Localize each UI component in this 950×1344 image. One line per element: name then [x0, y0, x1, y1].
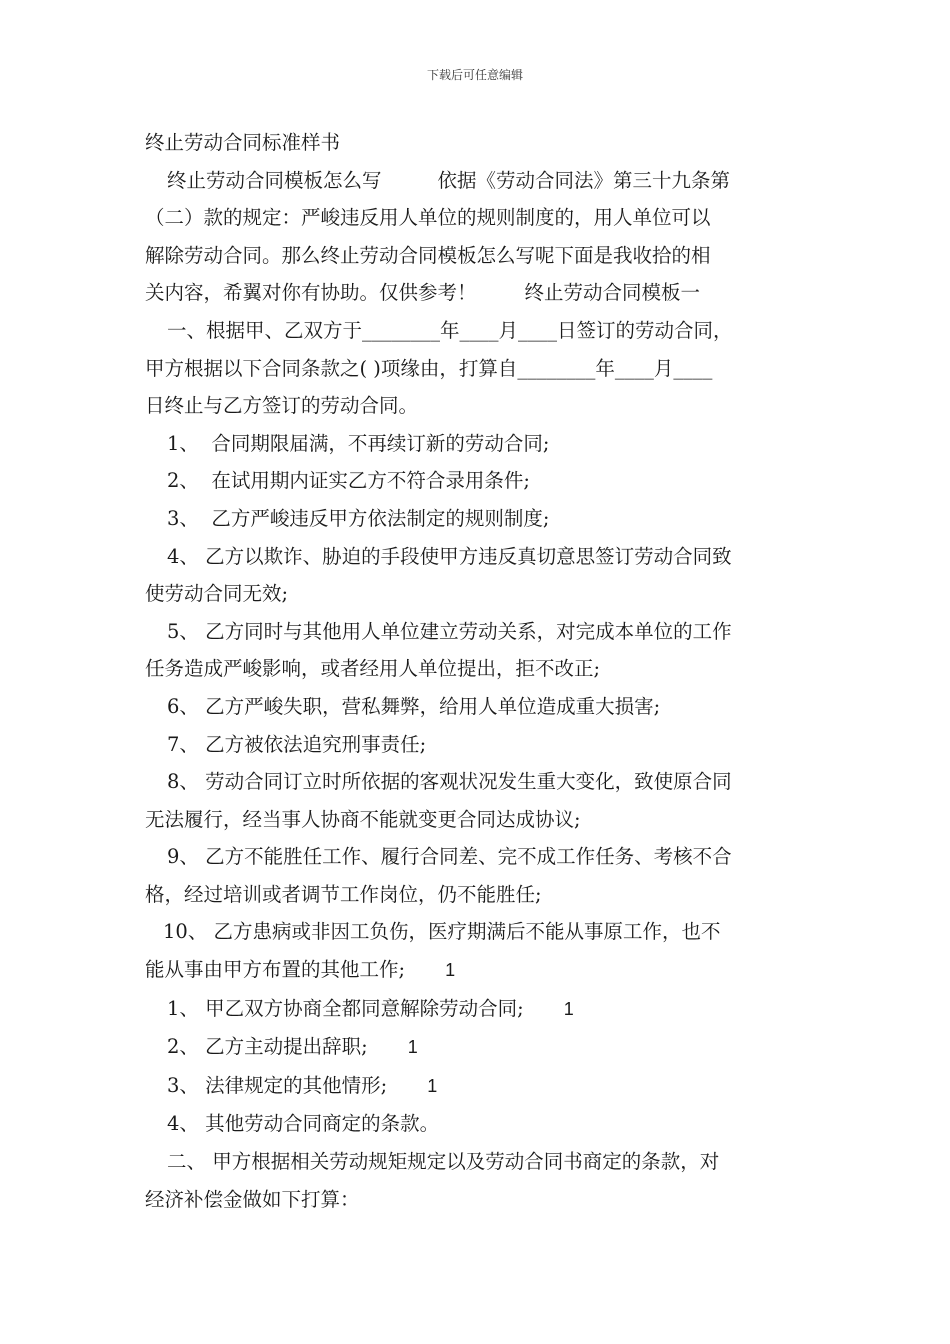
item4-line-2: 使劳动合同无效;	[145, 582, 289, 606]
page-header: 下载后可任意编辑	[426, 68, 523, 82]
item-number: 3、	[167, 506, 199, 530]
item8-line-2: 无法履行，经当事人协商不能就变更合同达成协议;	[145, 807, 581, 831]
document-body	[145, 124, 815, 1218]
sub-item-text: 1、 甲乙双方协商全都同意解除劳动合同;	[167, 996, 524, 1020]
item-text: 在试用期内证实乙方不符合录用条件;	[211, 469, 530, 493]
sub-item-2	[145, 1028, 815, 1067]
doc-title: 终止劳动合同标准样书	[145, 131, 341, 154]
item-number: 1、	[167, 431, 199, 455]
para1-line-3: 日终止与乙方签订的劳动合同。	[145, 394, 419, 418]
item10-line-2	[145, 951, 815, 990]
para1-line-1: 一、根据甲、乙双方于________年____月____日签订的劳动合同，	[167, 318, 733, 342]
sub-item-text: 3、 法律规定的其他情形;	[167, 1073, 388, 1097]
list-item	[145, 500, 815, 538]
footnote-number: 1	[407, 1037, 418, 1058]
sub-item-text: 2、 乙方主动提出辞职;	[167, 1035, 368, 1059]
intro-part-e: 关内容，希翼对你有协助。仅供参考！	[145, 281, 477, 305]
para2-line-1: 二、 甲方根据相关劳动规矩规定以及劳动合同书商定的条款，对	[167, 1150, 720, 1174]
list-item	[145, 425, 815, 463]
list-item	[145, 462, 815, 500]
item9-line-1: 9、 乙方不能胜任工作、履行合同差、完不成工作任务、考核不合	[167, 845, 732, 869]
para2-line-2: 经济补偿金做如下打算：	[145, 1187, 360, 1211]
item-text: 合同期限届满，不再续订新的劳动合同;	[211, 431, 550, 455]
footnote-number: 1	[427, 1075, 438, 1096]
footnote-number: 1	[563, 998, 574, 1019]
intro-part-a: 终止劳动合同模板怎么写	[167, 168, 382, 192]
footnote-number: 1	[445, 960, 456, 981]
intro-part-b: 依据《劳动合同法》第三十九条第	[437, 168, 731, 192]
item6-line: 6、 乙方严峻失职，营私舞弊，给用人单位造成重大损害;	[167, 694, 661, 718]
item-text: 乙方严峻违反甲方依法制定的规则制度;	[211, 506, 550, 530]
item7-line: 7、 乙方被依法追究刑事责任;	[167, 732, 427, 756]
sub-item-1	[145, 990, 815, 1029]
intro-line-3: 解除劳动合同。那么终止劳动合同模板怎么写呢下面是我收拾的相	[145, 243, 711, 267]
item4-line-1: 4、 乙方以欺诈、胁迫的手段使甲方违反真切意思签订劳动合同致	[167, 544, 732, 568]
item9-line-2: 格，经过培训或者调节工作岗位，仍不能胜任;	[145, 882, 542, 906]
item5-line-2: 任务造成严峻影响，或者经用人单位提出，拒不改正;	[145, 657, 601, 681]
sub-item-4: 4、 其他劳动合同商定的条款。	[167, 1112, 440, 1136]
item5-line-1: 5、 乙方同时与其他用人单位建立劳动关系，对完成本单位的工作	[167, 619, 732, 643]
intro-line-1	[145, 162, 815, 200]
para1-line-2: 甲方根据以下合同条款之( )项缘由，打算自________年____月____	[145, 356, 713, 380]
intro-line-4	[145, 274, 815, 312]
item10-text: 能从事由甲方布置的其他工作;	[145, 958, 406, 982]
item-number: 2、	[167, 469, 199, 493]
intro-line-2: （二）款的规定：严峻违反用人单位的规则制度的，用人单位可以	[145, 206, 711, 230]
intro-part-f: 终止劳动合同模板一	[524, 281, 701, 305]
item8-line-1: 8、 劳动合同订立时所依据的客观状况发生重大变化，致使原合同	[167, 770, 732, 794]
item10-line-1: 10、 乙方患病或非因工负伤，医疗期满后不能从事原工作，也不	[163, 920, 721, 944]
sub-item-3	[145, 1067, 815, 1106]
